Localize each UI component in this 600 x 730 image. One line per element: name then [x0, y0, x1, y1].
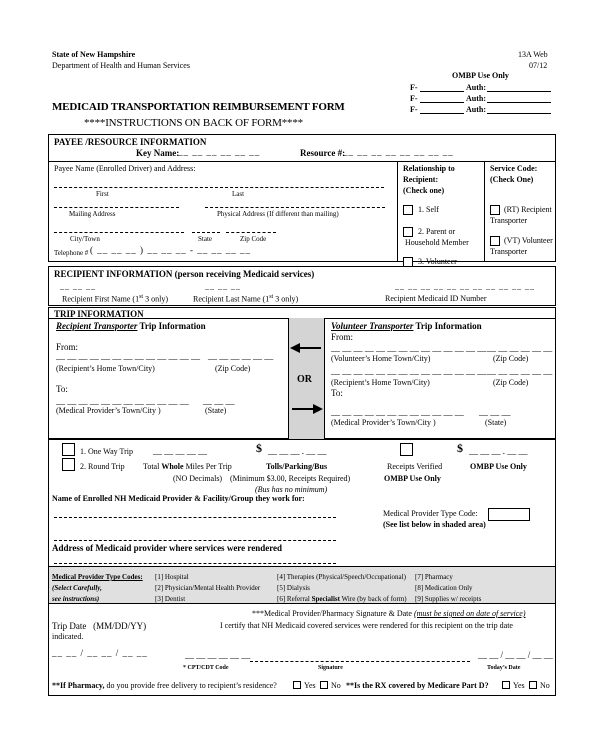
physical-label: Physical Address (If different than mailing): [217, 210, 339, 218]
pharmacy-question: **If Pharmacy, do you provide free delivery to recipient’s residence?: [52, 681, 277, 690]
see-instructions-label: see instructions): [52, 595, 100, 603]
code-7: [7] Pharmacy: [415, 573, 453, 581]
telephone-label: Telephone #: [54, 249, 89, 257]
self-checkbox[interactable]: [403, 205, 413, 215]
first-label: First: [96, 190, 109, 198]
code-4: [4] Therapies (Physical/Speech/Occupational): [277, 573, 406, 581]
last-label: Last: [232, 190, 245, 198]
vt-label-2: Transporter: [490, 247, 528, 256]
one-way-label: 1. One Way Trip: [80, 447, 133, 456]
no-decimals-label: (NO Decimals): [173, 474, 223, 483]
state-name: State of New Hampshire: [52, 50, 136, 59]
rt-home-label: (Recipient’s Home Town/City): [56, 364, 155, 373]
department-name: Department of Health and Human Services: [52, 61, 190, 70]
form-subtitle: ****INSTRUCTIONS ON BACK OF FORM****: [84, 117, 303, 129]
f-label-2: F-: [410, 94, 418, 103]
recipient-first-label: Recipient First Name (1st 3 only): [62, 294, 168, 304]
code-3: [3] Dentist: [155, 595, 186, 603]
todays-date-label: Today’s Date: [487, 665, 521, 671]
code-5: [5] Dialysis: [277, 584, 310, 592]
resource-field[interactable]: __ __ __ __ __ __ __ __: [343, 147, 454, 157]
provider-type-label: Medical Provider Type Code:: [383, 509, 478, 518]
cpt-label: * CPT/CDT Code: [183, 665, 229, 671]
payee-name-label: Payee Name (Enrolled Driver) and Address:: [54, 164, 196, 173]
parent-label: 2. Parent or: [418, 227, 456, 236]
signature-line-label: ***Medical Provider/Pharmacy Signature & Date (must be signed on date of service): [252, 609, 526, 618]
f-line-1[interactable]: [420, 91, 464, 92]
tolls-label: Tolls/Parking/Bus: [266, 462, 328, 471]
tolls-min-label: (Minimum $3.00, Receipts Required): [230, 474, 351, 483]
payee-heading: PAYEE /RESOURCE INFORMATION: [54, 137, 207, 147]
cpt-field[interactable]: __ __ __ __ __ __: [185, 650, 251, 660]
relationship-heading-3: (Check one): [403, 186, 445, 195]
mailing-line[interactable]: [54, 207, 179, 208]
ombp-use-2: OMBP Use Only: [470, 462, 527, 471]
volunteer-label: 3. Volunteer: [418, 257, 457, 266]
vt-recip-zip-field[interactable]: __ __ __ __ __ __: [487, 366, 553, 376]
receipts-checkbox[interactable]: [400, 443, 413, 456]
rt-zip-label: (Zip Code): [215, 364, 251, 373]
medicare-yes-checkbox[interactable]: [502, 681, 510, 689]
round-trip-checkbox[interactable]: [62, 458, 75, 471]
recipient-id-label: Recipient Medicaid ID Number: [385, 294, 487, 303]
tolls-dollar: $: [256, 441, 262, 455]
provider-name-label: Name of Enrolled NH Medicaid Provider & Facility/Group they work for:: [52, 494, 305, 503]
medicare-no-label: No: [540, 681, 550, 690]
trip-date-label: Trip Date (MM/DD/YY): [52, 621, 147, 631]
physical-line[interactable]: [205, 207, 385, 208]
provider-address-line-2[interactable]: [54, 563, 336, 564]
rt-trip-title: Recipient Transporter Trip Information: [56, 321, 206, 331]
code-8: [8] Medication Only: [415, 584, 473, 592]
signature-label: Signature: [318, 665, 343, 671]
auth-line-1[interactable]: [487, 91, 551, 92]
trip-heading: TRIP INFORMATION: [54, 309, 144, 319]
recipient-last-field[interactable]: __ __ __: [205, 282, 241, 291]
vt-recip-zip-label: (Zip Code): [493, 378, 529, 387]
delivery-yes-label: Yes: [304, 681, 316, 690]
vt-recip-home-label: (Recipient’s Home Town/City): [331, 378, 430, 387]
self-label: 1. Self: [418, 205, 439, 214]
vt-to-field[interactable]: __ __ __ __ __ __ __ __ __ __ __ __: [331, 407, 464, 417]
medicare-no-checkbox[interactable]: [529, 681, 537, 689]
rt-label-1: (RT) Recipient: [504, 205, 552, 214]
key-name-label: Key Name:: [136, 148, 180, 158]
auth-label-2: Auth:: [466, 94, 487, 103]
payee-vdiv-2: [484, 161, 485, 262]
state-label: State: [198, 235, 212, 243]
vt-checkbox[interactable]: [490, 236, 500, 246]
state-line[interactable]: [192, 232, 220, 233]
recipient-first-field[interactable]: __ __ __: [60, 282, 96, 291]
see-list-label: (See list below in shaded area): [383, 520, 486, 529]
auth-line-2[interactable]: [487, 102, 551, 103]
relationship-heading-2: Recipient:: [403, 175, 439, 184]
form-date: 07/12: [529, 61, 548, 70]
arrow-left-icon: [290, 342, 323, 354]
vt-label-1: (VT) Volunteer: [504, 236, 553, 245]
todays-date-field[interactable]: __ __ / __ __ / __ __: [478, 650, 553, 660]
service-heading-2: (Check One): [490, 175, 534, 184]
f-label-3: F-: [410, 105, 418, 114]
vt-trip-title: Volunteer Transporter Trip Information: [331, 321, 482, 331]
payee-vdiv-1: [397, 161, 398, 262]
recipient-heading: RECIPIENT INFORMATION (person receiving Medicaid services): [54, 269, 315, 279]
ombp-header: OMBP Use Only: [452, 71, 509, 80]
indicated-label: indicated.: [52, 632, 84, 641]
round-trip-label: 2. Round Trip: [80, 462, 125, 471]
tolls-field[interactable]: __ __ __ . __ __: [268, 446, 327, 456]
auth-line-3[interactable]: [487, 113, 551, 114]
vt-recip-field[interactable]: __ __ __ __ __ __ __ __ __ __ __ __ __ __: [331, 366, 487, 376]
rt-from-field[interactable]: __ __ __ __ __ __ __ __ __ __ __ __ __: [56, 351, 200, 361]
parent-checkbox[interactable]: [403, 227, 413, 237]
provider-address-label: Address of Medicaid provider where services were rendered: [52, 543, 283, 553]
medicare-question: **Is the RX covered by Medicare Part D?: [346, 681, 489, 690]
rt-zip-field[interactable]: __ __ __ __ __ __: [208, 351, 274, 361]
household-label: Household Member: [405, 238, 469, 247]
delivery-no-label: No: [331, 681, 341, 690]
payee-divider: [48, 161, 556, 162]
ombp-dollar: $: [457, 441, 463, 455]
signature-line[interactable]: [250, 661, 470, 662]
rt-from-label: From:: [56, 342, 79, 352]
provider-address-line-1[interactable]: [54, 540, 336, 541]
name-line[interactable]: [54, 187, 384, 188]
vt-zip-field[interactable]: __ __ __ __ __ __: [487, 343, 553, 353]
ombp-amount-field[interactable]: __ __ __ . __ __: [469, 446, 528, 456]
codes-label: Medical Provider Type Codes:: [52, 573, 143, 581]
vt-home-field[interactable]: __ __ __ __ __ __ __ __ __ __ __ __ __ __: [331, 343, 487, 353]
city-line[interactable]: [54, 232, 184, 233]
trip-date-field[interactable]: __ __ / __ __ / __ __: [52, 648, 148, 658]
zip-line[interactable]: [226, 232, 276, 233]
rt-to-field[interactable]: __ __ __ __ __ __ __ __ __ __ __ __: [56, 396, 189, 406]
delivery-no-checkbox[interactable]: [320, 681, 328, 689]
f-line-2[interactable]: [420, 102, 464, 103]
telephone-field[interactable]: ( __ __ __ ) __ __ __ - __ __ __ __: [90, 245, 251, 255]
vt-to-label: To:: [331, 388, 343, 398]
recipient-id-field[interactable]: __ __ __ __ __ __ __ __ __ __ __: [395, 282, 535, 291]
medicare-yes-label: Yes: [513, 681, 525, 690]
f-label-1: F-: [410, 83, 418, 92]
code-9: [9] Supplies w/ receipts: [415, 595, 482, 603]
recipient-last-label: Recipient Last Name (1st 3 only): [193, 294, 299, 304]
auth-label-3: Auth:: [466, 105, 487, 114]
provider-type-field[interactable]: [488, 508, 530, 521]
miles-label: Total Whole Miles Per Trip: [143, 462, 232, 471]
f-line-3[interactable]: [420, 113, 464, 114]
rt-label-2: Transporter: [490, 216, 528, 225]
or-label: OR: [297, 374, 312, 385]
service-heading-1: Service Code:: [490, 164, 538, 173]
ombp-use-1: OMBP Use Only: [384, 474, 441, 483]
rt-to-label: To:: [56, 384, 68, 394]
select-carefully-label: (Select Carefully,: [52, 584, 102, 592]
auth-label-1: Auth:: [466, 83, 487, 92]
delivery-yes-checkbox[interactable]: [293, 681, 301, 689]
vt-from-label: From:: [331, 332, 354, 342]
bus-label: (Bus has no minimum): [255, 485, 328, 494]
city-label: City/Town: [70, 235, 100, 243]
vt-zip-label: (Zip Code): [493, 354, 529, 363]
resource-label: Resource #:: [300, 148, 346, 158]
rt-state-field[interactable]: __ __ __: [203, 396, 235, 406]
form-id: 13A Web: [518, 50, 548, 59]
mailing-label: Mailing Address: [69, 210, 116, 218]
one-way-checkbox[interactable]: [62, 443, 75, 456]
vt-provider-label: (Medical Provider’s Town/City ): [331, 418, 436, 427]
code-6: [6] Referral Specialist Wire (by back of form): [277, 595, 407, 603]
rt-provider-label: (Medical Provider’s Town/City ): [56, 406, 161, 415]
vt-state-label: (State): [485, 418, 507, 427]
rt-checkbox[interactable]: [490, 205, 500, 215]
vt-home-label: (Volunteer’s Home Town/City): [331, 354, 431, 363]
form-title: MEDICAID TRANSPORTATION REIMBURSEMENT FORM: [52, 101, 345, 113]
key-name-field[interactable]: __ __ __ __ __ __: [178, 147, 261, 157]
miles-field[interactable]: __ __ __ __ __: [153, 446, 207, 456]
code-1: [1] Hospital: [155, 573, 189, 581]
arrow-right-icon: [290, 403, 323, 415]
code-2: [2] Physician/Mental Health Provider: [155, 584, 261, 592]
zip-label: Zip Code: [240, 235, 267, 243]
receipts-label: Receipts Verified: [387, 462, 443, 471]
certify-text: I certify that NH Medicaid covered services were rendered for this recipient on the trip date: [220, 621, 513, 630]
vt-state-field[interactable]: __ __ __: [479, 407, 511, 417]
provider-name-line[interactable]: [54, 517, 336, 518]
rt-state-label: (State): [205, 406, 227, 415]
relationship-heading-1: Relationship to: [403, 164, 455, 173]
